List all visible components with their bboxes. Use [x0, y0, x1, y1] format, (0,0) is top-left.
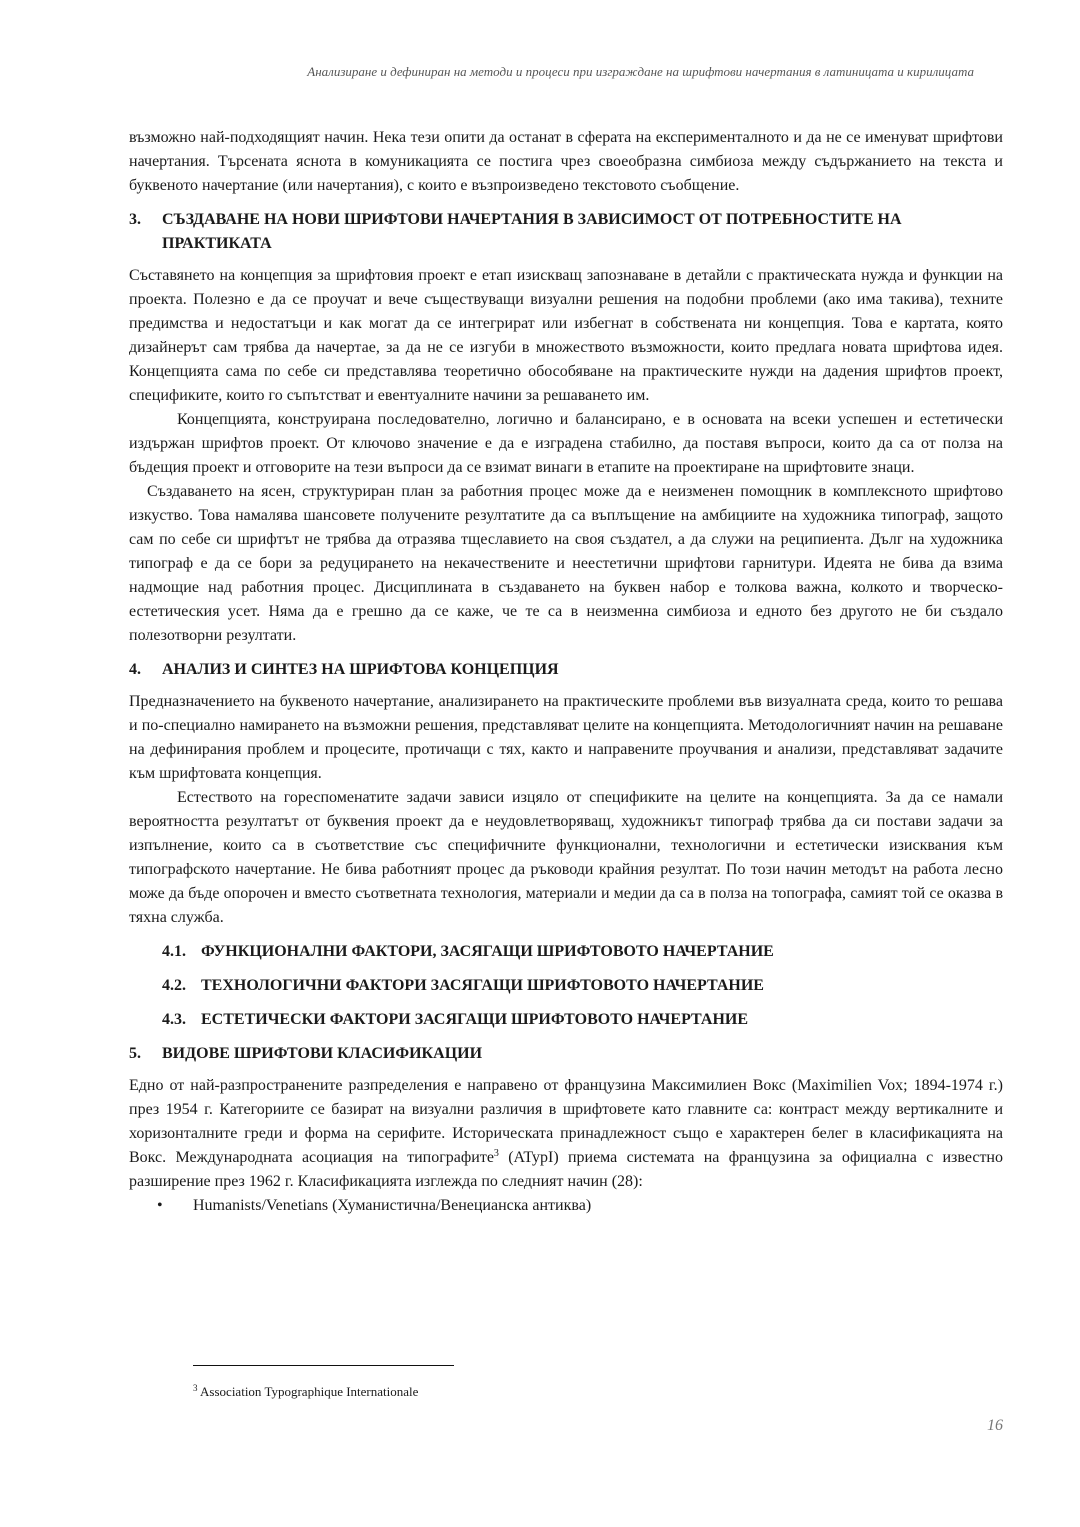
subsection-4-1-heading: [129, 940, 1003, 964]
section-3-number: 3.: [129, 211, 141, 228]
section-3-paragraph-1: Съставянето на концепция за шрифтовия проект е етап изискващ запознаване в детайли с практическата нужда и функции на проекта. Полезно е да се проучат и вече съществуващи визуални решения на подобни проблеми (ако има такива), техните предимства и недостатъци и как могат да се интегрират или избегнат в собствената ни концепция. Това е картата, която дизайнерът сам трябва да начертае, за да не се изгуби в множеството възможности, които предлага новата шрифтова идея. Концепцията сама по себе си представлява теоретично обособяване на практическите нужди на дадения шрифтов проект, спецификите, които го съпътстват и евентуалните начини за решаването им.: [129, 267, 1003, 404]
section-5-text-part-2: (ATypI) приема системата на французина за официална с известно разширение през 1962 г. Класификацията изглежда по следният начин (28):: [129, 1149, 1003, 1190]
classification-list: [129, 1194, 1003, 1218]
footnote: [193, 1379, 418, 1401]
section-4-paragraph-1: Предназначението на буквеното начертание, анализирането на практическите проблеми във визуалната среда, които то решава и по-специално намирането на възможни решения, представляват целите на концепцията. Методологичният начин на решаване на дефинирания проблем и процесите, протичащи с тях, както и направените проучвания и анализи, представляват задачите към шрифтовата концепция.: [129, 693, 1003, 782]
list-item: [129, 1194, 1003, 1218]
page-body: [129, 126, 1003, 1218]
bullet-icon: •: [157, 1197, 163, 1214]
section-4-paragraph-2: Естеството на гореспоменатите задачи зависи изцяло от спецификите на целите на концепцията. За да се намали вероятността резултатът от буквения проект да е неудовлетворяващ, художникът типограф трябва да си постави задачи за изпълнение, които са в съответствие със специфичните функционални, технологични и естетически изисквания към типографското начертание. Не бива работният процес да ръководи крайния резултат. По този начин методът на работа лесно може да бъде опорочен и вместо съответната технология, материали и медии да са в полза на топографа, самият той се оказва в тяхна служба.: [129, 789, 1003, 926]
section-3-heading: [129, 208, 1003, 256]
section-5-paragraph-1: [129, 1074, 1003, 1194]
running-header: Анализиране и дефиниран на методи и процеси при изграждане на шрифтови начертания в латиницата и кирилицата: [307, 64, 974, 79]
section-5-text-part-1: Едно от най-разпространените разпределения е направено от французина Максимилиен Вокс (Maximilien Vox; 1894-1974 г.) през 1954 г. Категориите се базират на визуални различия в шрифтовете като главните са: контраст между вертикалните и хоризонталните греди и форма на серифите. Историческата принадлежност също е характерен белег в класификацията на Вокс. Международната асоциация на типографите: [129, 1077, 1003, 1166]
intro-paragraph: възможно най-подходящият начин. Нека тези опити да останат в сферата на експерименталното и да не се именуват шрифтови начертания. Търсената яснота в комуникацията се постига чрез своеобразна симбиоза между съдържанието на текста и буквеното начертание (или начертания), с които е възпроизведено текстовото съобщение.: [129, 129, 1003, 194]
subsection-4-2-number: 4.2.: [162, 977, 186, 994]
subsection-4-1-number: 4.1.: [162, 943, 186, 960]
section-4-number: 4.: [129, 661, 141, 678]
section-4-title: АНАЛИЗ И СИНТЕЗ НА ШРИФТОВА КОНЦЕПЦИЯ: [162, 661, 559, 678]
footnote-reference[interactable]: 3: [493, 1148, 499, 1159]
subsection-4-2-title: ТЕХНОЛОГИЧНИ ФАКТОРИ ЗАСЯГАЩИ ШРИФТОВОТО НАЧЕРТАНИЕ: [201, 977, 764, 994]
footnote-mark: 3: [193, 1383, 198, 1393]
section-5-number: 5.: [129, 1045, 141, 1062]
section-4-heading: [129, 658, 1003, 682]
subsection-4-3-title: ЕСТЕТИЧЕСКИ ФАКТОРИ ЗАСЯГАЩИ ШРИФТОВОТО НАЧЕРТАНИЕ: [201, 1011, 749, 1028]
section-3-paragraph-3: Създаването на ясен, структуриран план за работния процес може да е неизменен помощник в комплексното шрифтово изкуство. Това намалява шансовете получените резултатите да са въплъщение на амбициите на художника типограф, защото сам по себе си шрифтът не трябва да отразява тщеславието на своя създател, а да служи на реципиента. Дълг на художника типограф е да се бори за редуцирането на некачествените и неестетични шрифтови гарнитури. Идеята не бива да взима надмощие над работния процес. Дисциплината в създаването на буквен набор е толкова важна, колкото и творческо-естетическия усет. Няма да е грешно да се каже, че те са в неизменна симбиоза и едното без другото не би създало полезотворни резултати.: [129, 483, 1003, 644]
section-3-paragraph-2: Концепцията, конструирана последователно, логично и балансирано, е в основата на всеки успешен и естетически издържан шрифтов проект. От ключово значение е да е изградена стабилно, да поставя въпроси, които да са от полза на бъдещия проект и отговорите на тези въпроси да се взимат винаги в етапите на проектиране на шрифтовите знаци.: [129, 411, 1003, 476]
footnote-text: Association Typographique Internationale: [200, 1384, 419, 1399]
footnote-separator: [193, 1365, 454, 1366]
section-5-title: ВИДОВЕ ШРИФТОВИ КЛАСИФИКАЦИИ: [162, 1045, 483, 1062]
subsection-4-3-number: 4.3.: [162, 1011, 186, 1028]
section-3-title: СЪЗДАВАНЕ НА НОВИ ШРИФТОВИ НАЧЕРТАНИЯ В ЗАВИСИМОСТ ОТ ПОТРЕБНОСТИТЕ НА ПРАКТИКАТА: [162, 211, 902, 252]
list-item-text: Humanists/Venetians (Хуманистична/Венецианска антиква): [193, 1197, 592, 1214]
page-number: 16: [987, 1417, 1003, 1434]
subsection-4-1-title: ФУНКЦИОНАЛНИ ФАКТОРИ, ЗАСЯГАЩИ ШРИФТОВОТО НАЧЕРТАНИЕ: [201, 943, 774, 960]
subsection-4-3-heading: [129, 1008, 1003, 1032]
subsection-4-2-heading: [129, 974, 1003, 998]
section-5-heading: [129, 1042, 1003, 1066]
